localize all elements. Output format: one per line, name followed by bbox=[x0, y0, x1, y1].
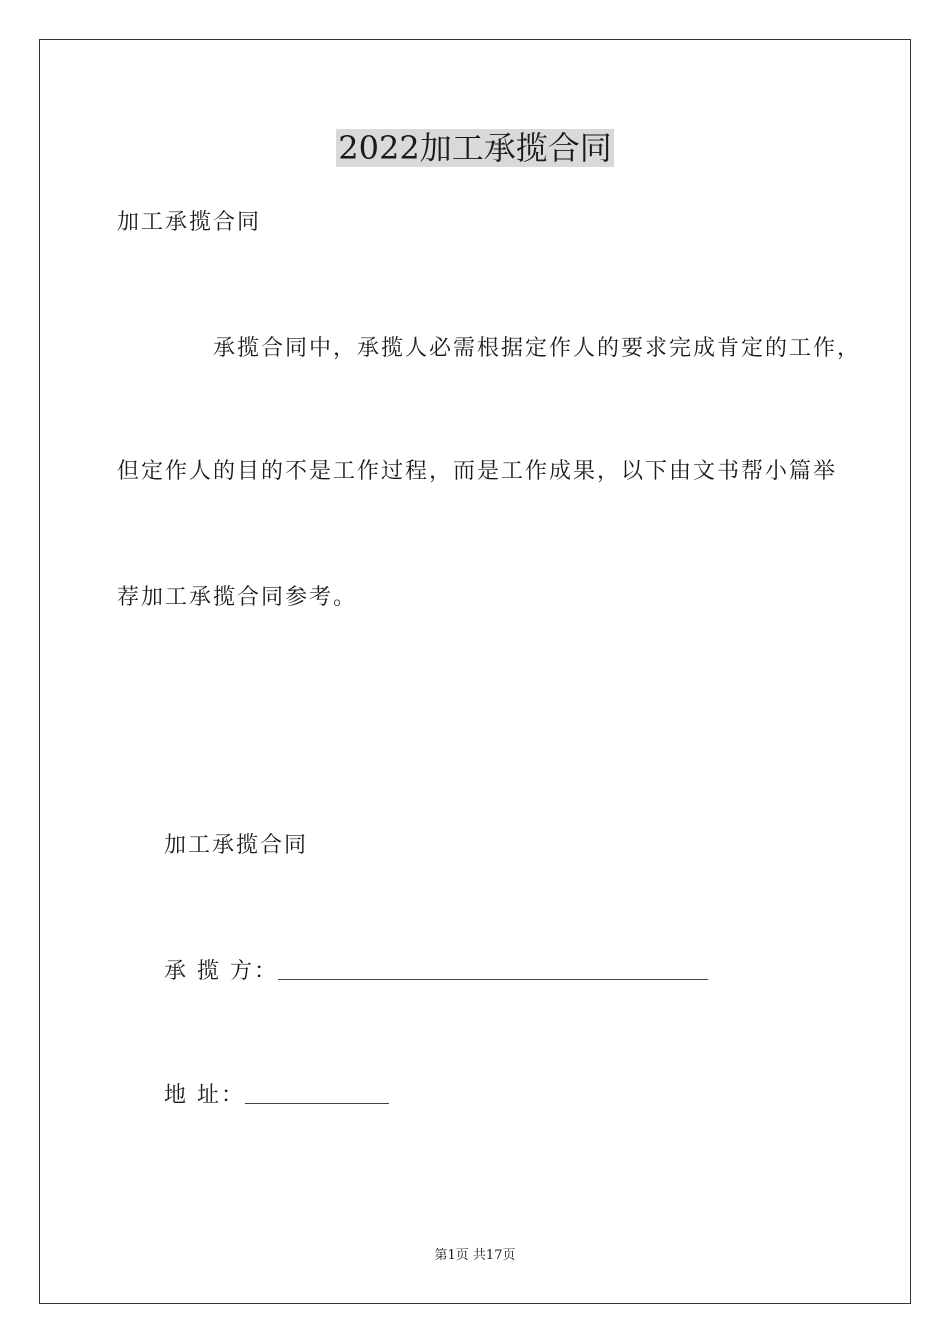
contractor-label: 承 揽 方： bbox=[164, 959, 278, 984]
address-blank-line bbox=[245, 1081, 389, 1104]
intro-paragraph-line-1: 承揽合同中，承揽人必需根据定作人的要求完成肯定的工作， bbox=[213, 336, 862, 361]
contract-heading: 加工承揽合同 bbox=[164, 833, 309, 858]
document-title-text: 2022加工承揽合同 bbox=[338, 129, 612, 167]
intro-paragraph-line-3: 荐加工承揽合同参考。 bbox=[117, 585, 358, 610]
contractor-blank-line bbox=[278, 957, 708, 980]
document-subtitle: 加工承揽合同 bbox=[117, 210, 262, 235]
address-field bbox=[164, 1081, 389, 1111]
document-title bbox=[0, 126, 950, 170]
contractor-field bbox=[164, 957, 708, 987]
address-label: 地 址： bbox=[164, 1083, 245, 1108]
page-footer: 第1页 共17页 bbox=[434, 1248, 516, 1263]
intro-paragraph-line-2: 但定作人的目的不是工作过程，而是工作成果，以下由文书帮小篇举 bbox=[117, 459, 838, 484]
